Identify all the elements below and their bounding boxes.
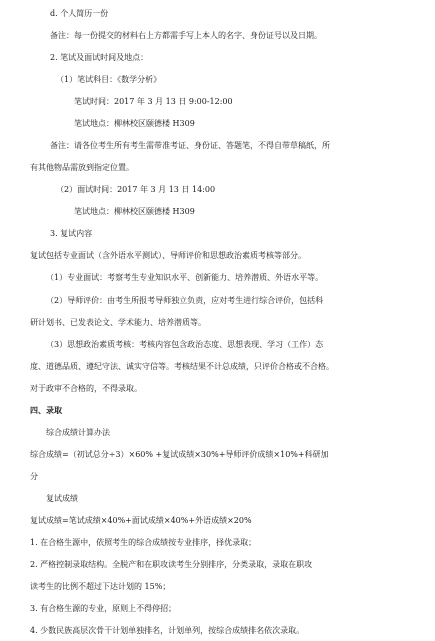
text-line: （3）思想政治素质考核：考核内容包含政治态度、思想表现、学习（工作）态 — [46, 339, 324, 349]
text-line: 读考生的比例不超过下达计划的 15%； — [30, 581, 171, 591]
text-line: 4. 少数民族高层次骨干计划单独排名，计划单列，按综合成绩排名依次录取。 — [30, 626, 305, 635]
section-heading: 四、录取 — [30, 405, 62, 415]
text-line: 笔试地点：柳林校区颐德楼 H309 — [74, 207, 195, 217]
text-line: 备注：每一份提交的材料右上方都需手写上本人的名字、身份证号以及日期。 — [50, 31, 322, 40]
text-line: 复试包括专业面试（含外语水平测试）、导师评价和思想政治素质考核等部分。 — [30, 251, 306, 261]
text-line: 综合成绩计算办法 — [46, 427, 110, 437]
text-line: 综合成绩=（初试总分÷3）×60% +复试成绩×30%+导师评价成绩×10%+科研加 — [30, 449, 329, 459]
text-line: 复试成绩=笔试成绩×40%+面试成绩×40%+外语成绩×20% — [30, 515, 252, 525]
text-line: 有其他物品需放到指定位置。 — [30, 163, 134, 173]
text-line: 度、道德品质、遵纪守法、诚实守信等。考核结果不计总成绩，只评价合格或不合格。 — [30, 361, 334, 371]
text-line: 分 — [30, 471, 38, 481]
text-line: （2）面试时间：2017 年 3 月 13 日 14:00 — [56, 185, 216, 195]
text-line: （2）导师评价：由考生所报考导师独立负责，应对考生进行综合评价，包括科 — [46, 295, 324, 305]
text-line: 备注：请各位考生所有考生需带准考证、身份证、答题笔，不得自带草稿纸，所 — [50, 141, 330, 151]
text-line: 笔试时间：2017 年 3 月 13 日 9:00-12:00 — [74, 97, 233, 107]
text-line: 研计划书、已发表论文、学术能力、培养潜质等。 — [30, 317, 206, 327]
text-line: 1. 在合格生源中，依照考生的综合成绩按专业排序，择优录取； — [30, 537, 257, 547]
text-line: 2. 严格控制录取结构。全脱产和在职攻读考生分别排序，分类录取，录取在职攻 — [30, 559, 313, 569]
text-line: 复试成绩 — [46, 493, 78, 503]
text-line: 3. 有合格生源的专业，原则上不得停招； — [30, 604, 177, 613]
text-line: 笔试地点：柳林校区颐德楼 H309 — [74, 119, 195, 129]
text-line: 对于政审不合格的，不得录取。 — [30, 383, 142, 393]
text-line: d. 个人简历一份 — [50, 9, 109, 18]
text-line: （1）笔试科目：《数学分析》 — [56, 75, 162, 85]
text-line: 3. 复试内容 — [50, 229, 93, 239]
text-line: （1）专业面试：考察考生专业知识水平、创新能力、培养潜质、外语水平等。 — [46, 273, 324, 283]
text-line: 2. 笔试及面试时间及地点： — [50, 53, 149, 63]
